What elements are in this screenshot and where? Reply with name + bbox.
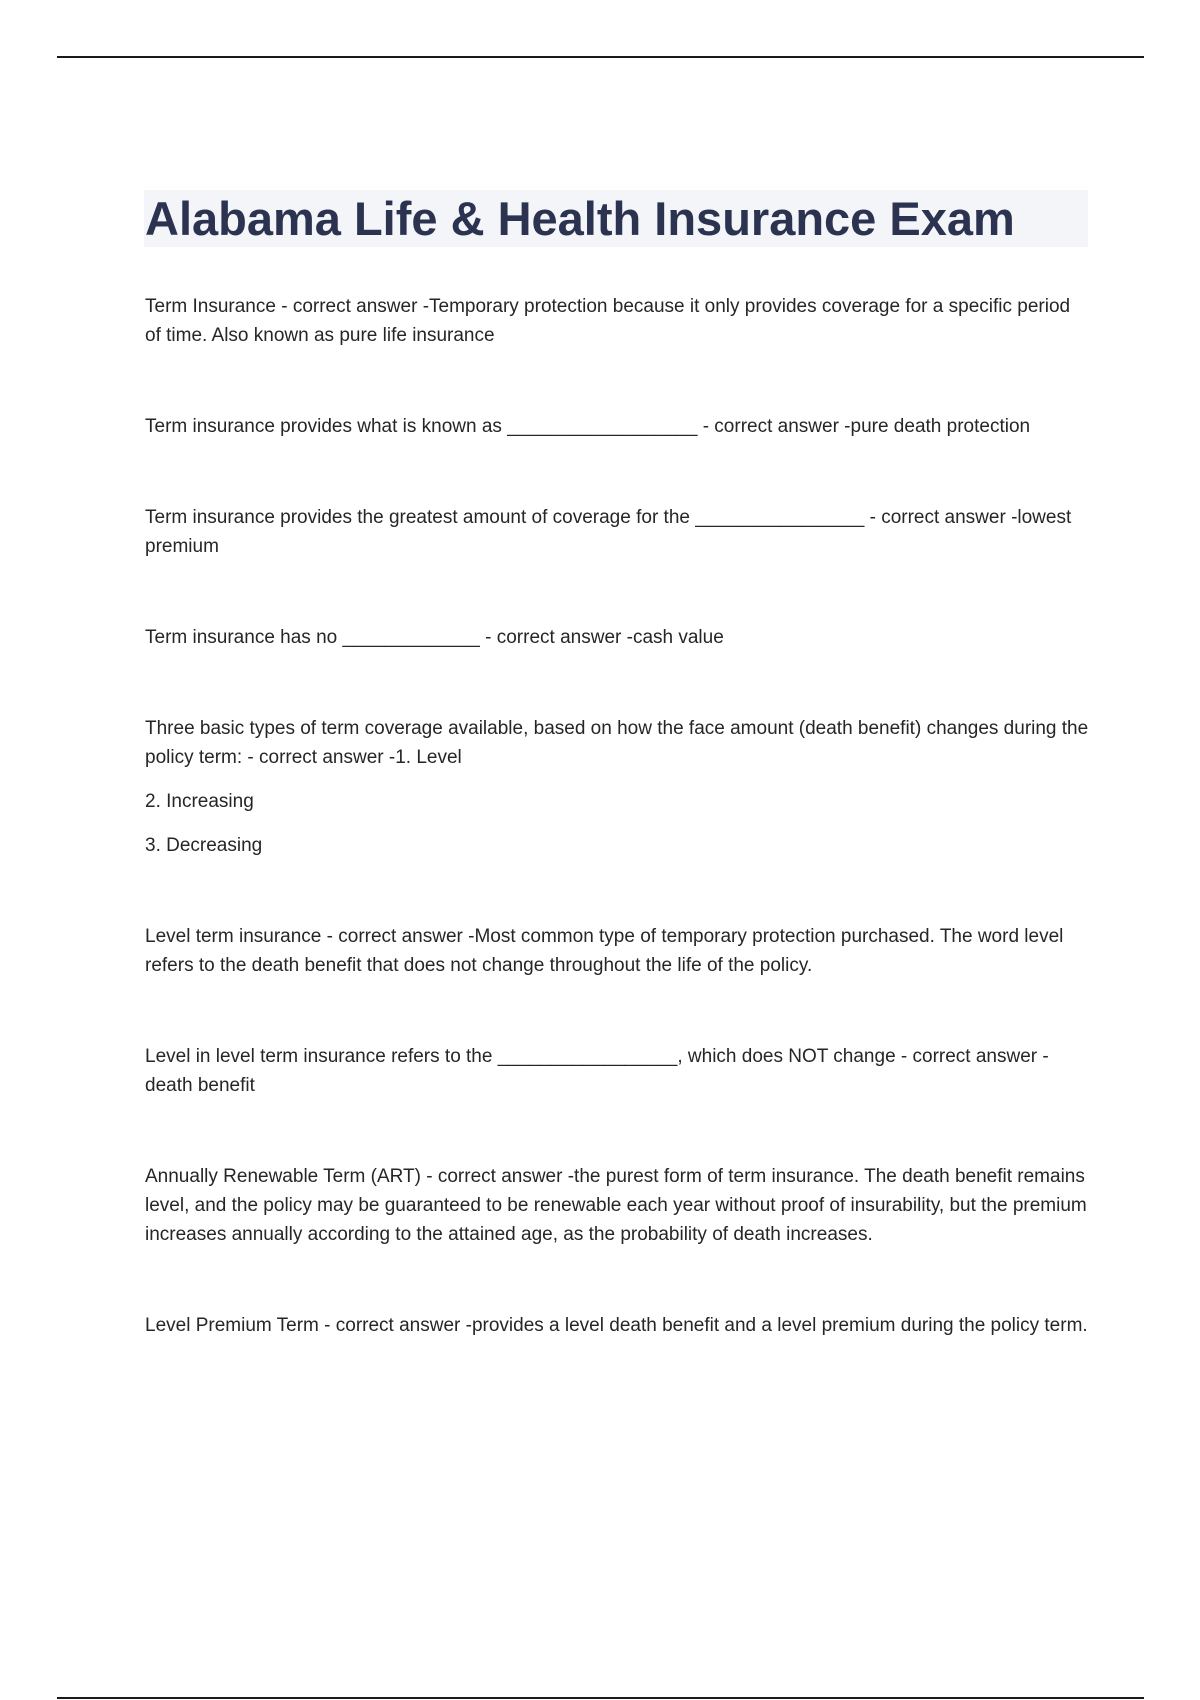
entry-text: Annually Renewable Term (ART) - correct answer -the purest form of term insurance. The death benefit remains level, and the policy may be guaranteed to be renewable each year without proof of insurability, but the premium increases annually according to the attained age, as the probability of death increases. xyxy=(145,1166,1087,1245)
entry-text: Level Premium Term - correct answer -provides a level death benefit and a level premium during the policy term. xyxy=(145,1315,1088,1336)
entry-level-term xyxy=(145,922,1090,980)
bottom-rule xyxy=(57,1697,1144,1699)
list-item: 3. Decreasing xyxy=(145,835,263,856)
entry-greatest-coverage xyxy=(145,503,1090,561)
entry-no-cash-value xyxy=(145,623,1090,652)
entry-term-insurance xyxy=(145,292,1090,350)
entry-text: Term insurance has no _____________ - correct answer -cash value xyxy=(145,627,724,648)
entry-text: Three basic types of term coverage available, based on how the face amount (death benefit) changes during the policy term: - correct answer -1. Level xyxy=(145,718,1089,768)
entry-level-refers xyxy=(145,1042,1090,1100)
top-rule xyxy=(57,56,1144,58)
list-item: 2. Increasing xyxy=(145,791,254,812)
entry-text: Term insurance provides what is known as __________________ - correct answer -pure death protection xyxy=(145,416,1031,437)
document-body xyxy=(145,292,1090,1402)
entry-level-premium-term xyxy=(145,1311,1090,1340)
entry-annually-renewable-term xyxy=(145,1162,1090,1249)
entry-pure-death-protection xyxy=(145,412,1090,441)
page-title: Alabama Life & Health Insurance Exam xyxy=(145,192,1015,245)
entry-text: Term insurance provides the greatest amount of coverage for the ________________ - correct answer -lowest premium xyxy=(145,507,1072,557)
entry-text: Level in level term insurance refers to the _________________, which does NOT change - correct answer -death benefit xyxy=(145,1046,1049,1096)
entry-text: Level term insurance - correct answer -Most common type of temporary protection purchased. The word level refers to the death benefit that does not change throughout the life of the policy. xyxy=(145,926,1064,976)
entry-text: Term Insurance - correct answer -Temporary protection because it only provides coverage for a specific period of time. Also known as pure life insurance xyxy=(145,296,1071,346)
entry-three-types xyxy=(145,714,1090,860)
